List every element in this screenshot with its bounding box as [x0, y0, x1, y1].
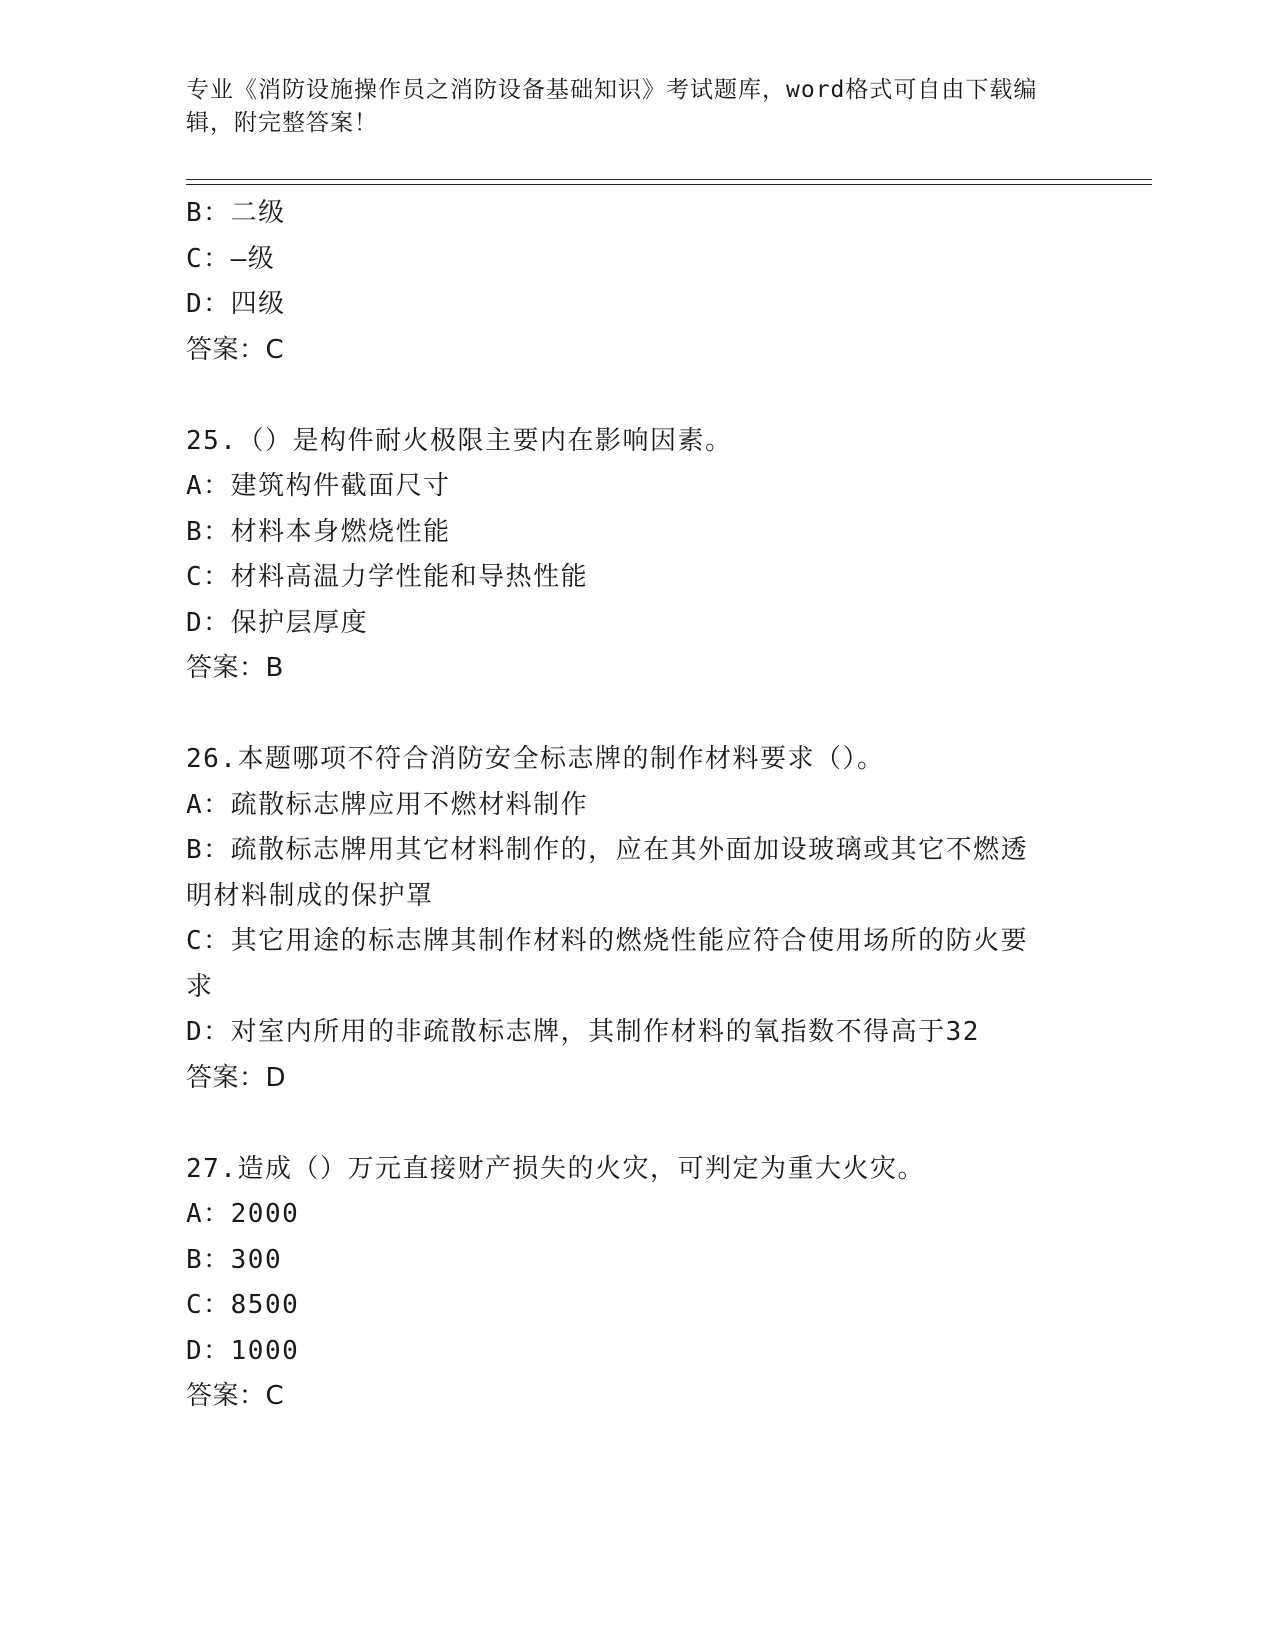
header-divider-top [186, 179, 1152, 180]
option-b: B：材料本身燃烧性能 [186, 516, 451, 547]
answer-label: 答案：C [186, 1381, 285, 1411]
question-26 [186, 737, 1086, 1101]
option-a: A：建筑构件截面尺寸 [186, 471, 451, 501]
option-c-line-1: C：其它用途的标志牌其制作材料的燃烧性能应符合使用场所的防火要 [186, 926, 1029, 956]
option-d: D：四级 [186, 289, 286, 319]
answer-label: 答案：D [186, 1062, 287, 1093]
option-a: A：2000 [186, 1199, 300, 1229]
option-b-line-1: B：疏散标志牌用其它材料制作的，应在其外面加设玻璃或其它不燃透 [186, 835, 1029, 865]
question-25 [186, 419, 1086, 692]
option-d: D：1000 [186, 1335, 300, 1366]
spacer [186, 373, 1086, 419]
answer-label: 答案：C [186, 334, 285, 365]
option-c-line-2: 求 [186, 971, 214, 1002]
header-line-2: 辑，附完整答案！ [186, 110, 378, 136]
option-a: A：疏散标志牌应用不燃材料制作 [186, 789, 589, 820]
spacer [186, 1101, 1086, 1147]
question-stem: 27.造成（）万元直接财产损失的火灾，可判定为重大火灾。 [186, 1153, 925, 1184]
question-27 [186, 1147, 1086, 1420]
option-c: C：—级 [186, 243, 276, 274]
option-c: C：8500 [186, 1290, 300, 1320]
question-list [186, 191, 1086, 1420]
option-b: B：300 [186, 1244, 283, 1275]
option-b-line-2: 明材料制成的保护罩 [186, 880, 434, 911]
option-b: B：二级 [186, 198, 286, 228]
question-stem: 26.本题哪项不符合消防安全标志牌的制作材料要求（）。 [186, 744, 885, 774]
header-divider-bottom [186, 184, 1152, 185]
option-c: C：材料高温力学性能和导热性能 [186, 562, 589, 592]
spacer [186, 692, 1086, 738]
header-line-1: 专业《消防设施操作员之消防设备基础知识》考试题库，word格式可自由下载编 [186, 77, 1038, 103]
question-24-tail [186, 191, 1086, 373]
option-d: D：保护层厚度 [186, 607, 369, 638]
document-header [186, 74, 1066, 140]
answer-label: 答案：B [186, 653, 284, 683]
question-stem: 25.（）是构件耐火极限主要内在影响因素。 [186, 425, 733, 456]
option-d: D：对室内所用的非疏散标志牌，其制作材料的氧指数不得高于32 [186, 1017, 980, 1047]
